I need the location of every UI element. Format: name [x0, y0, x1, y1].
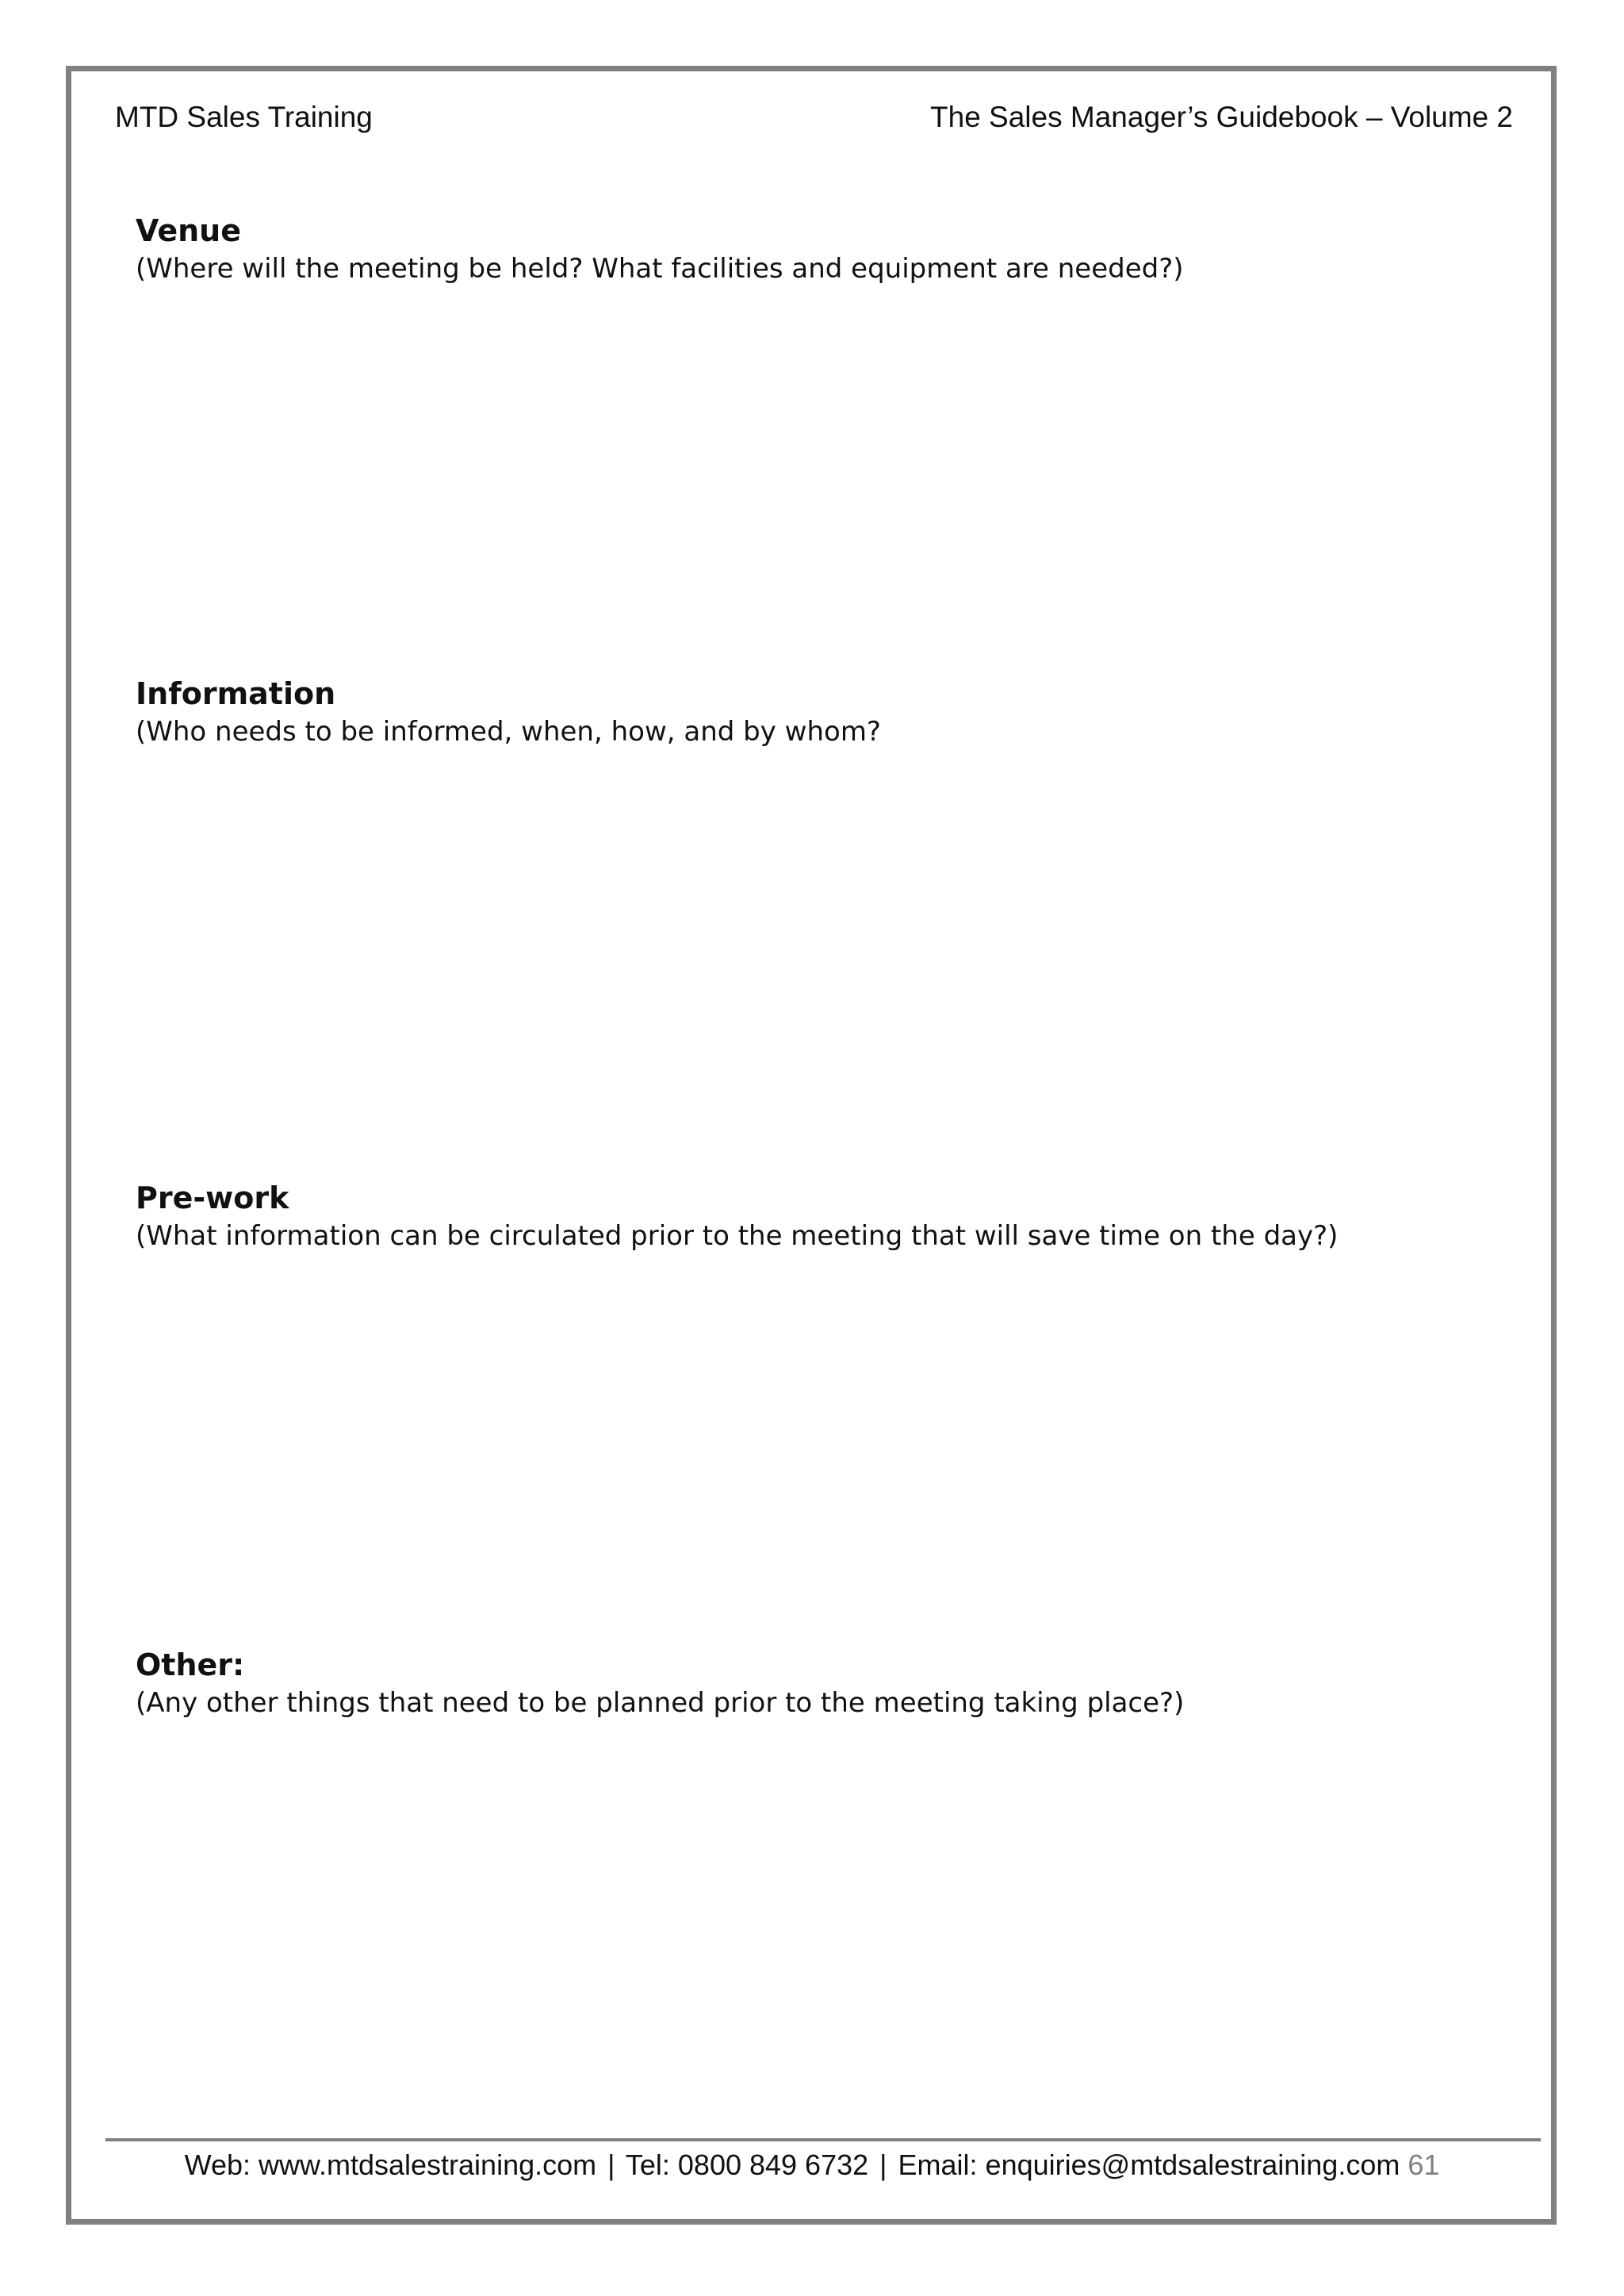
footer-divider — [105, 2138, 1541, 2141]
section-title-venue: Venue — [136, 213, 241, 248]
page-number: 61 — [1408, 2149, 1440, 2181]
footer-separator: | — [607, 2149, 615, 2181]
footer-email: Email: enquiries@mtdsalestraining.com — [898, 2149, 1400, 2181]
footer-tel: Tel: 0800 849 6732 — [625, 2149, 869, 2181]
section-description-information: (Who needs to be informed, when, how, and by whom? — [136, 716, 881, 748]
section-title-information: Information — [136, 676, 336, 711]
section-information — [136, 674, 1500, 750]
footer-separator: | — [879, 2149, 887, 2181]
section-prework — [136, 1178, 1500, 1254]
section-other — [136, 1645, 1500, 1721]
section-venue — [136, 211, 1500, 287]
section-title-prework: Pre-work — [136, 1181, 289, 1215]
footer-web: Web: www.mtdsalestraining.com — [184, 2149, 597, 2181]
section-title-other: Other: — [136, 1647, 245, 1682]
section-description-prework: (What information can be circulated prior to the meeting that will save time on the day?) — [136, 1220, 1339, 1252]
header-book-title: The Sales Manager’s Guidebook – Volume 2 — [930, 101, 1513, 133]
section-description-venue: (Where will the meeting be held? What facilities and equipment are needed?) — [136, 253, 1184, 285]
header-company-name: MTD Sales Training — [115, 101, 373, 133]
page-border — [66, 66, 1557, 2225]
footer — [0, 2145, 1624, 2185]
section-description-other: (Any other things that need to be planned prior to the meeting taking place?) — [136, 1687, 1185, 1719]
